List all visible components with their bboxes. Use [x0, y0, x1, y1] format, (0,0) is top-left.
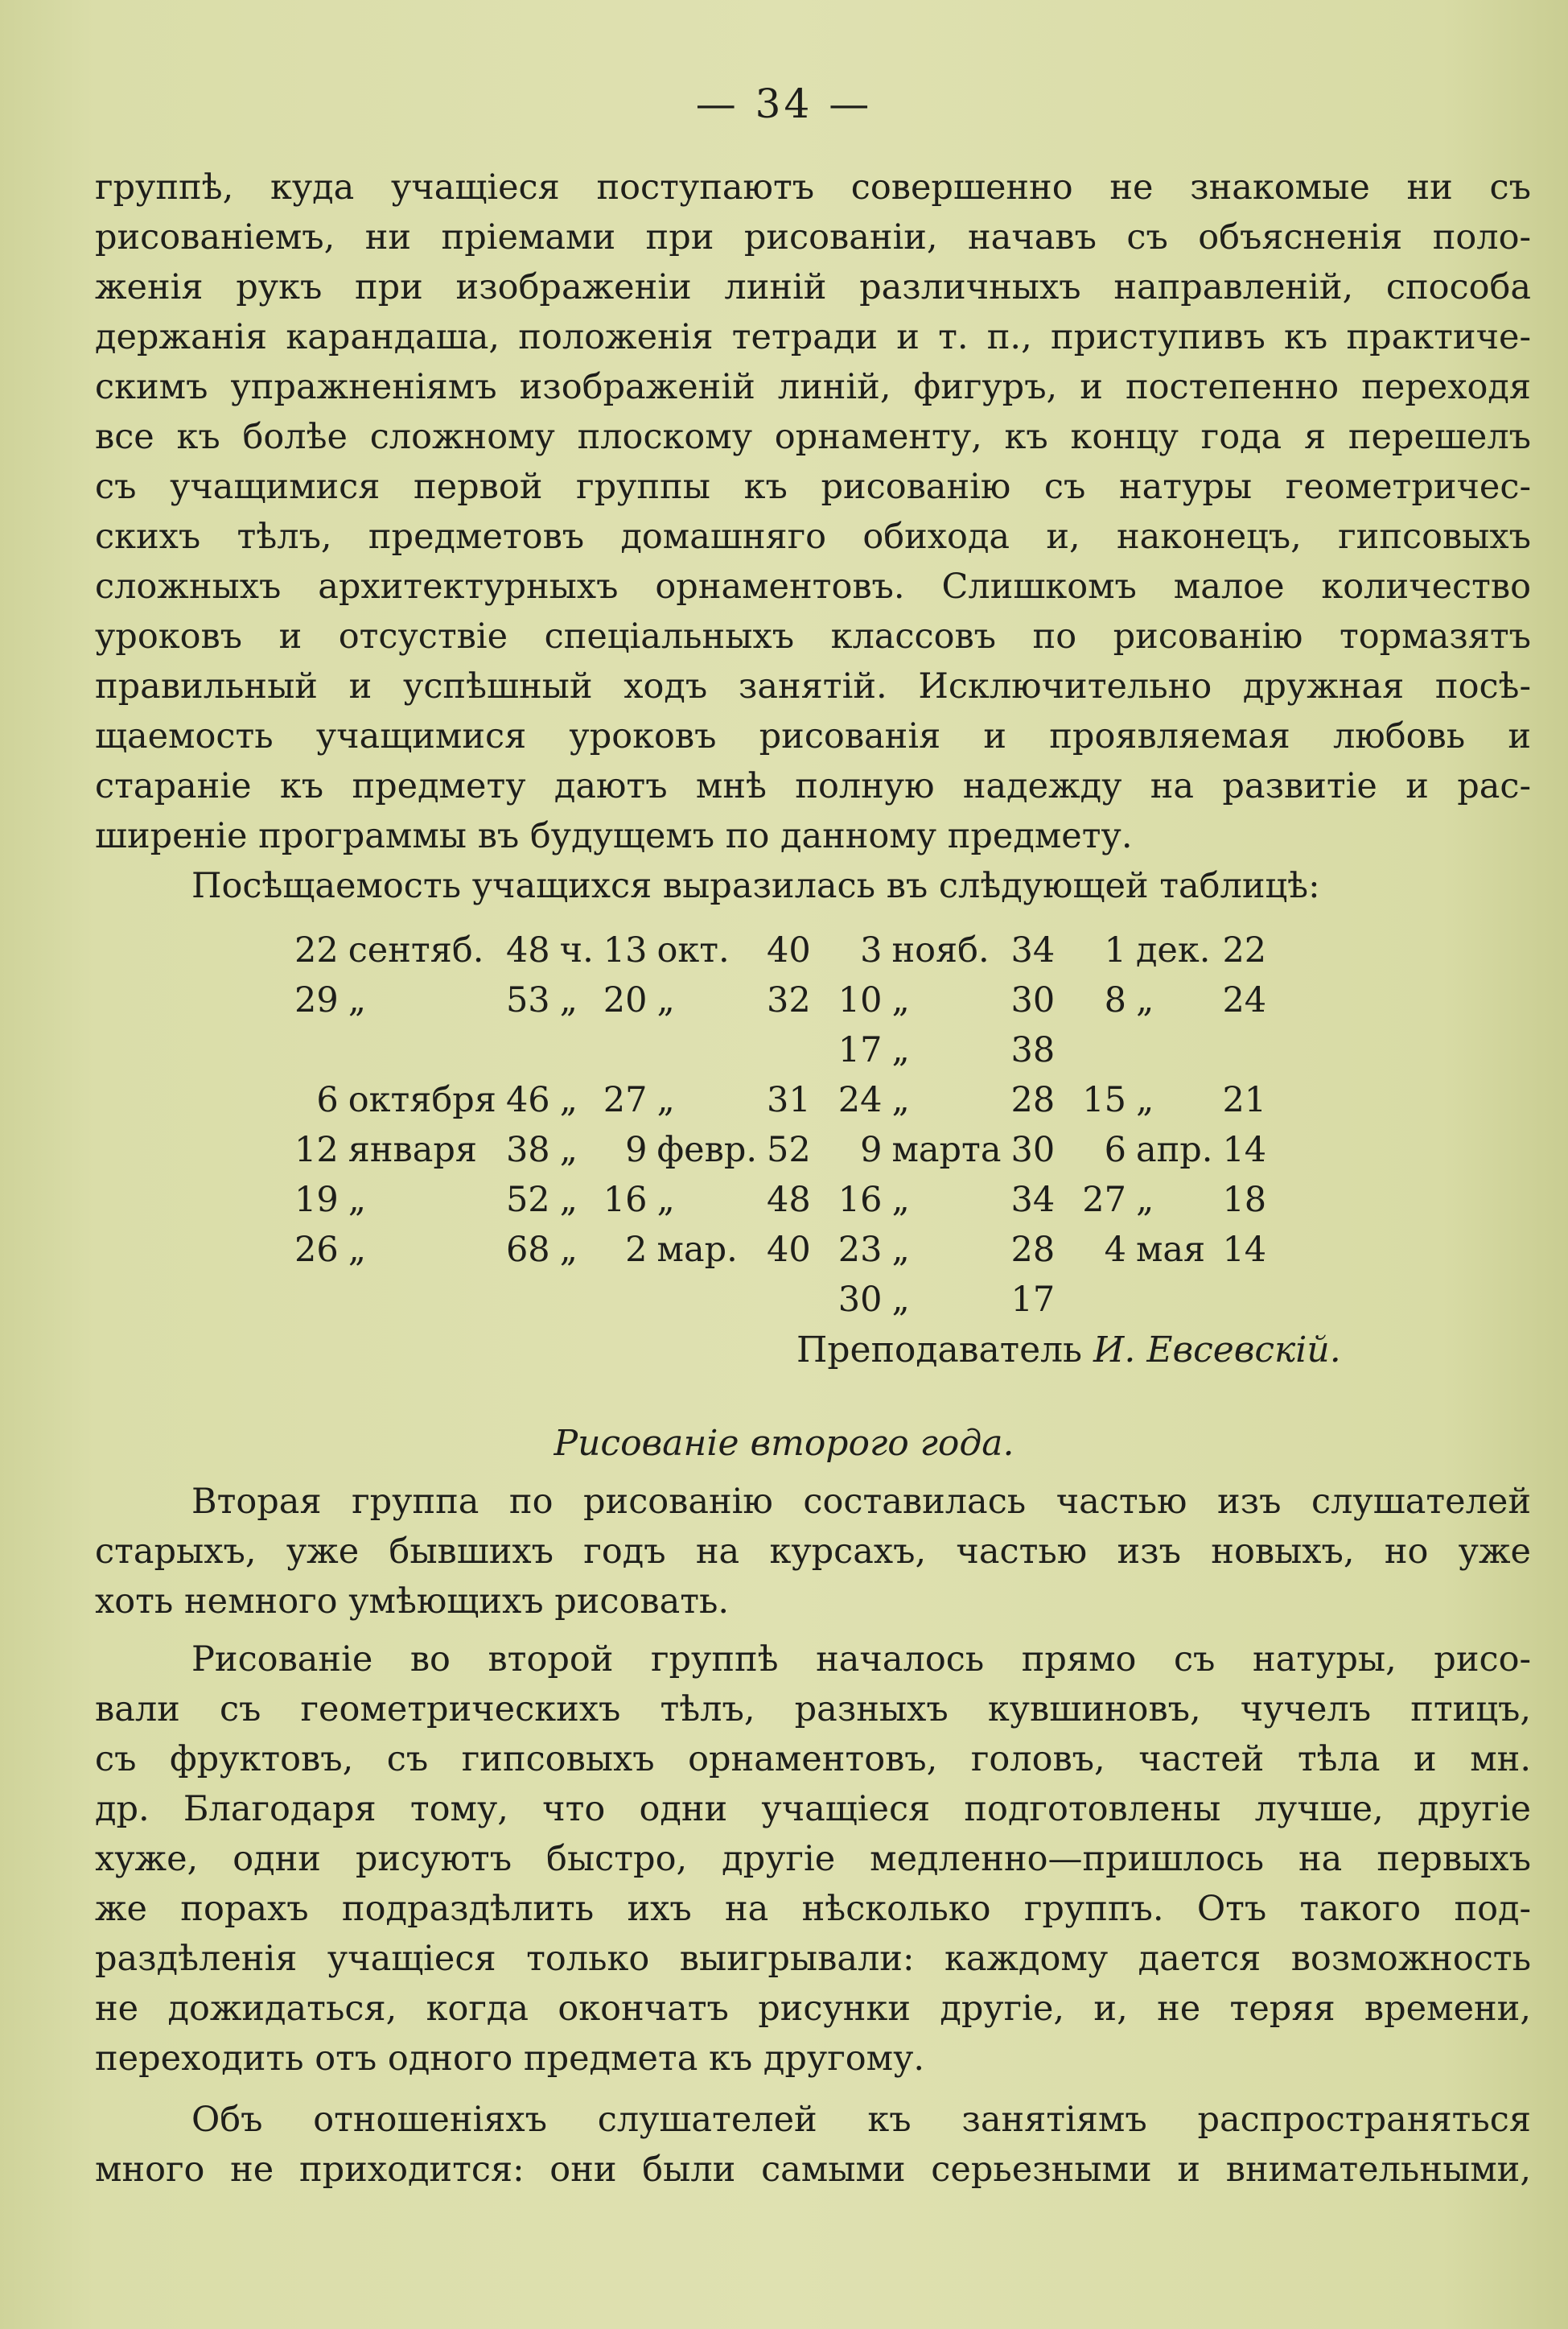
text-line: раздѣленія учащіеся только выигрывали: каждому дается возможность	[95, 1939, 1531, 1979]
text-line: съ учащимися первой группы къ рисованію съ натуры геометричес-	[95, 467, 1531, 507]
text-line: др. Благодаря тому, что одни учащіеся подготовлены лучше, другіе	[95, 1789, 1531, 1829]
attendance-cell: 20	[603, 980, 648, 1020]
attendance-cell: 46	[505, 1080, 550, 1120]
attendance-cell: января	[348, 1130, 478, 1170]
attendance-cell: 40	[767, 930, 811, 971]
attendance-cell: „	[891, 980, 910, 1020]
attendance-row	[290, 1025, 1271, 1075]
attendance-cell: „	[348, 980, 366, 1020]
attendance-cell: апр.	[1135, 1130, 1213, 1170]
attendance-cell: „	[1135, 1080, 1154, 1120]
attendance-cell	[652, 1275, 763, 1325]
attendance-cell: октября	[348, 1080, 496, 1120]
text-line: группѣ, куда учащіеся поступаютъ совершенно не знакомые ни съ	[95, 167, 1531, 208]
attendance-cell: 8	[1104, 980, 1126, 1020]
attendance-row	[290, 1075, 1271, 1125]
attendance-cell: „	[891, 1030, 910, 1070]
attendance-cell: „	[891, 1230, 910, 1270]
attendance-cell: февр.	[656, 1130, 758, 1170]
attendance-cell: 30	[838, 1280, 883, 1320]
attendance-cell	[290, 1025, 344, 1075]
attendance-cell: 38	[505, 1130, 550, 1170]
attendance-cell: 6	[316, 1080, 339, 1120]
attendance-cell: 40	[767, 1230, 811, 1270]
attendance-cell: 12	[294, 1130, 339, 1170]
attendance-cell: „	[559, 1180, 578, 1220]
attendance-cell	[344, 1025, 501, 1075]
attendance-cell: марта	[891, 1130, 1002, 1170]
attendance-cell: 30	[1010, 980, 1056, 1020]
attendance-cell: „	[559, 980, 578, 1020]
attendance-cell: 32	[767, 980, 811, 1020]
attendance-cell: 52	[505, 1180, 550, 1220]
attendance-intro: Посѣщаемость учащихся выразилась въ слѣдующей таблицѣ:	[191, 866, 1320, 906]
attendance-cell: 22	[1222, 930, 1267, 971]
attendance-cell: 18	[1222, 1180, 1267, 1220]
attendance-cell: 3	[860, 930, 883, 971]
text-line: стараніе къ предмету даютъ мнѣ полную надежду на развитіе и рас-	[95, 766, 1531, 806]
attendance-cell: 24	[1222, 980, 1267, 1020]
attendance-row	[290, 1175, 1271, 1225]
attendance-cell: 9	[625, 1130, 648, 1170]
attendance-cell: дек.	[1135, 930, 1211, 971]
text-line: держанія карандаша, положенія тетради и т. п., приступивъ къ практиче-	[95, 317, 1531, 357]
attendance-cell: 9	[860, 1130, 883, 1170]
attendance-cell: „	[891, 1080, 910, 1120]
text-line: щаемость учащимися уроковъ рисованія и проявляемая любовь и	[95, 716, 1531, 756]
attendance-cell: „	[891, 1180, 910, 1220]
attendance-cell: 31	[767, 1080, 811, 1120]
attendance-cell: 1	[1104, 930, 1126, 971]
attendance-table	[290, 925, 1271, 1325]
text-line: уроковъ и отсуствіе спеціальныхъ классовъ по рисованію тормазятъ	[95, 616, 1531, 657]
attendance-cell: 22	[294, 930, 339, 971]
attendance-cell: 68	[505, 1230, 550, 1270]
attendance-cell	[344, 1275, 501, 1325]
text-line: Объ отношеніяхъ слушателей къ занятіямъ распространяться	[191, 2100, 1531, 2140]
attendance-cell: 19	[294, 1180, 339, 1220]
attendance-cell	[599, 1025, 652, 1075]
attendance-cell: 17	[1010, 1280, 1056, 1320]
attendance-row	[290, 925, 1271, 975]
attendance-cell: окт.	[656, 930, 730, 971]
attendance-cell: мар.	[656, 1230, 738, 1270]
attendance-cell	[555, 1025, 599, 1075]
attendance-cell: „	[1135, 1180, 1154, 1220]
text-line: правильный и успѣшный ходъ занятій. Исключительно дружная посѣ-	[95, 666, 1531, 707]
text-line: переходить отъ одного предмета къ другому.	[95, 2038, 925, 2079]
text-line: Вторая группа по рисованію составилась частью изъ слушателей	[191, 1482, 1531, 1522]
attendance-cell: 16	[838, 1180, 883, 1220]
attendance-row	[290, 975, 1271, 1025]
text-line: же порахъ подраздѣлить ихъ на нѣсколько группъ. Отъ такого под-	[95, 1889, 1531, 1929]
attendance-cell: „	[656, 1180, 675, 1220]
attendance-row	[290, 1225, 1271, 1275]
attendance-cell: 34	[1010, 930, 1056, 971]
attendance-cell: „	[1135, 980, 1154, 1020]
text-line: скихъ тѣлъ, предметовъ домашняго обихода и, наконецъ, гипсовыхъ	[95, 517, 1531, 557]
attendance-cell: 14	[1222, 1230, 1267, 1270]
attendance-cell: 23	[838, 1230, 883, 1270]
attendance-cell: 14	[1222, 1130, 1267, 1170]
text-line: много не приходится: они были самыми серьезными и внимательными,	[95, 2150, 1531, 2190]
attendance-cell: „	[656, 1080, 675, 1120]
attendance-cell: „	[348, 1230, 366, 1270]
attendance-cell	[1131, 1275, 1218, 1325]
attendance-cell: 48	[767, 1180, 811, 1220]
attendance-cell: 27	[1082, 1180, 1126, 1220]
text-line: вали съ геометрическихъ тѣлъ, разныхъ кувшиновъ, чучелъ птицъ,	[95, 1689, 1531, 1729]
attendance-cell: 24	[838, 1080, 883, 1120]
attendance-cell: 28	[1010, 1080, 1056, 1120]
attendance-cell: ч.	[559, 930, 594, 971]
attendance-cell: мая	[1135, 1230, 1206, 1270]
attendance-cell: 10	[838, 980, 883, 1020]
attendance-cell: 21	[1222, 1080, 1267, 1120]
attendance-cell: 27	[603, 1080, 648, 1120]
attendance-cell	[555, 1275, 599, 1325]
attendance-cell	[290, 1275, 344, 1325]
signature-name: И. Евсевскій.	[1093, 1329, 1341, 1371]
attendance-cell: 30	[1010, 1130, 1056, 1170]
attendance-cell: 15	[1082, 1080, 1126, 1120]
attendance-cell: 48	[505, 930, 550, 971]
attendance-cell: 4	[1104, 1230, 1126, 1270]
text-line: не дожидаться, когда окончатъ рисунки другіе, и, не теряя времени,	[95, 1989, 1531, 2029]
text-line: рисованіемъ, ни пріемами при рисованіи, начавъ съ объясненія поло-	[95, 217, 1531, 258]
attendance-cell: „	[559, 1130, 578, 1170]
attendance-cell: 53	[505, 980, 550, 1020]
text-line: хоть немного умѣющихъ рисовать.	[95, 1581, 730, 1622]
text-line: все къ болѣе сложному плоскому орнаменту, къ концу года я перешелъ	[95, 417, 1531, 457]
attendance-row	[290, 1275, 1271, 1325]
page-number: — 34 —	[695, 80, 873, 127]
signature	[796, 1329, 1341, 1371]
attendance-cell	[762, 1025, 833, 1075]
attendance-cell	[1131, 1025, 1218, 1075]
attendance-cell: „	[559, 1080, 578, 1120]
attendance-cell: „	[559, 1230, 578, 1270]
attendance-cell	[501, 1025, 555, 1075]
section-heading: Рисованіе второго года.	[554, 1423, 1014, 1464]
text-line: сложныхъ архитектурныхъ орнаментовъ. Слишкомъ малое количество	[95, 567, 1531, 607]
attendance-cell: 16	[603, 1180, 648, 1220]
attendance-cell: „	[656, 980, 675, 1020]
attendance-cell: 52	[767, 1130, 811, 1170]
attendance-cell: „	[891, 1280, 910, 1320]
signature-role: Преподаватель	[796, 1329, 1083, 1371]
attendance-cell	[1077, 1025, 1131, 1075]
attendance-cell: „	[348, 1180, 366, 1220]
text-line: скимъ упражненіямъ изображеній линій, фигуръ, и постепенно переходя	[95, 367, 1531, 407]
attendance-cell: сентяб.	[348, 930, 484, 971]
text-line: съ фруктовъ, съ гипсовыхъ орнаментовъ, головъ, частей тѣла и мн.	[95, 1739, 1531, 1779]
attendance-cell	[599, 1275, 652, 1325]
attendance-cell: 34	[1010, 1180, 1056, 1220]
attendance-cell: 28	[1010, 1230, 1056, 1270]
attendance-row	[290, 1125, 1271, 1175]
attendance-cell	[1217, 1025, 1271, 1075]
attendance-cell: 29	[294, 980, 339, 1020]
attendance-cell: 17	[838, 1030, 883, 1070]
attendance-cell: 13	[603, 930, 648, 971]
attendance-cell	[762, 1275, 833, 1325]
attendance-cell	[501, 1275, 555, 1325]
text-line: ширеніе программы въ будущемъ по данному предмету.	[95, 816, 1133, 856]
text-line: Рисованіе во второй группѣ началось прямо съ натуры, рисо-	[191, 1639, 1531, 1680]
attendance-cell	[1077, 1275, 1131, 1325]
attendance-cell: нояб.	[891, 930, 990, 971]
text-line: старыхъ, уже бывшихъ годъ на курсахъ, частью изъ новыхъ, но уже	[95, 1531, 1531, 1572]
attendance-cell: 38	[1010, 1030, 1056, 1070]
attendance-cell	[1217, 1275, 1271, 1325]
attendance-cell: 2	[625, 1230, 648, 1270]
attendance-cell	[652, 1025, 763, 1075]
attendance-cell: 26	[294, 1230, 339, 1270]
text-line: женія рукъ при изображеніи линій различныхъ направленій, способа	[95, 267, 1531, 307]
text-line: хуже, одни рисуютъ быстро, другіе медленно—пришлось на первыхъ	[95, 1839, 1531, 1879]
attendance-cell: 6	[1104, 1130, 1126, 1170]
